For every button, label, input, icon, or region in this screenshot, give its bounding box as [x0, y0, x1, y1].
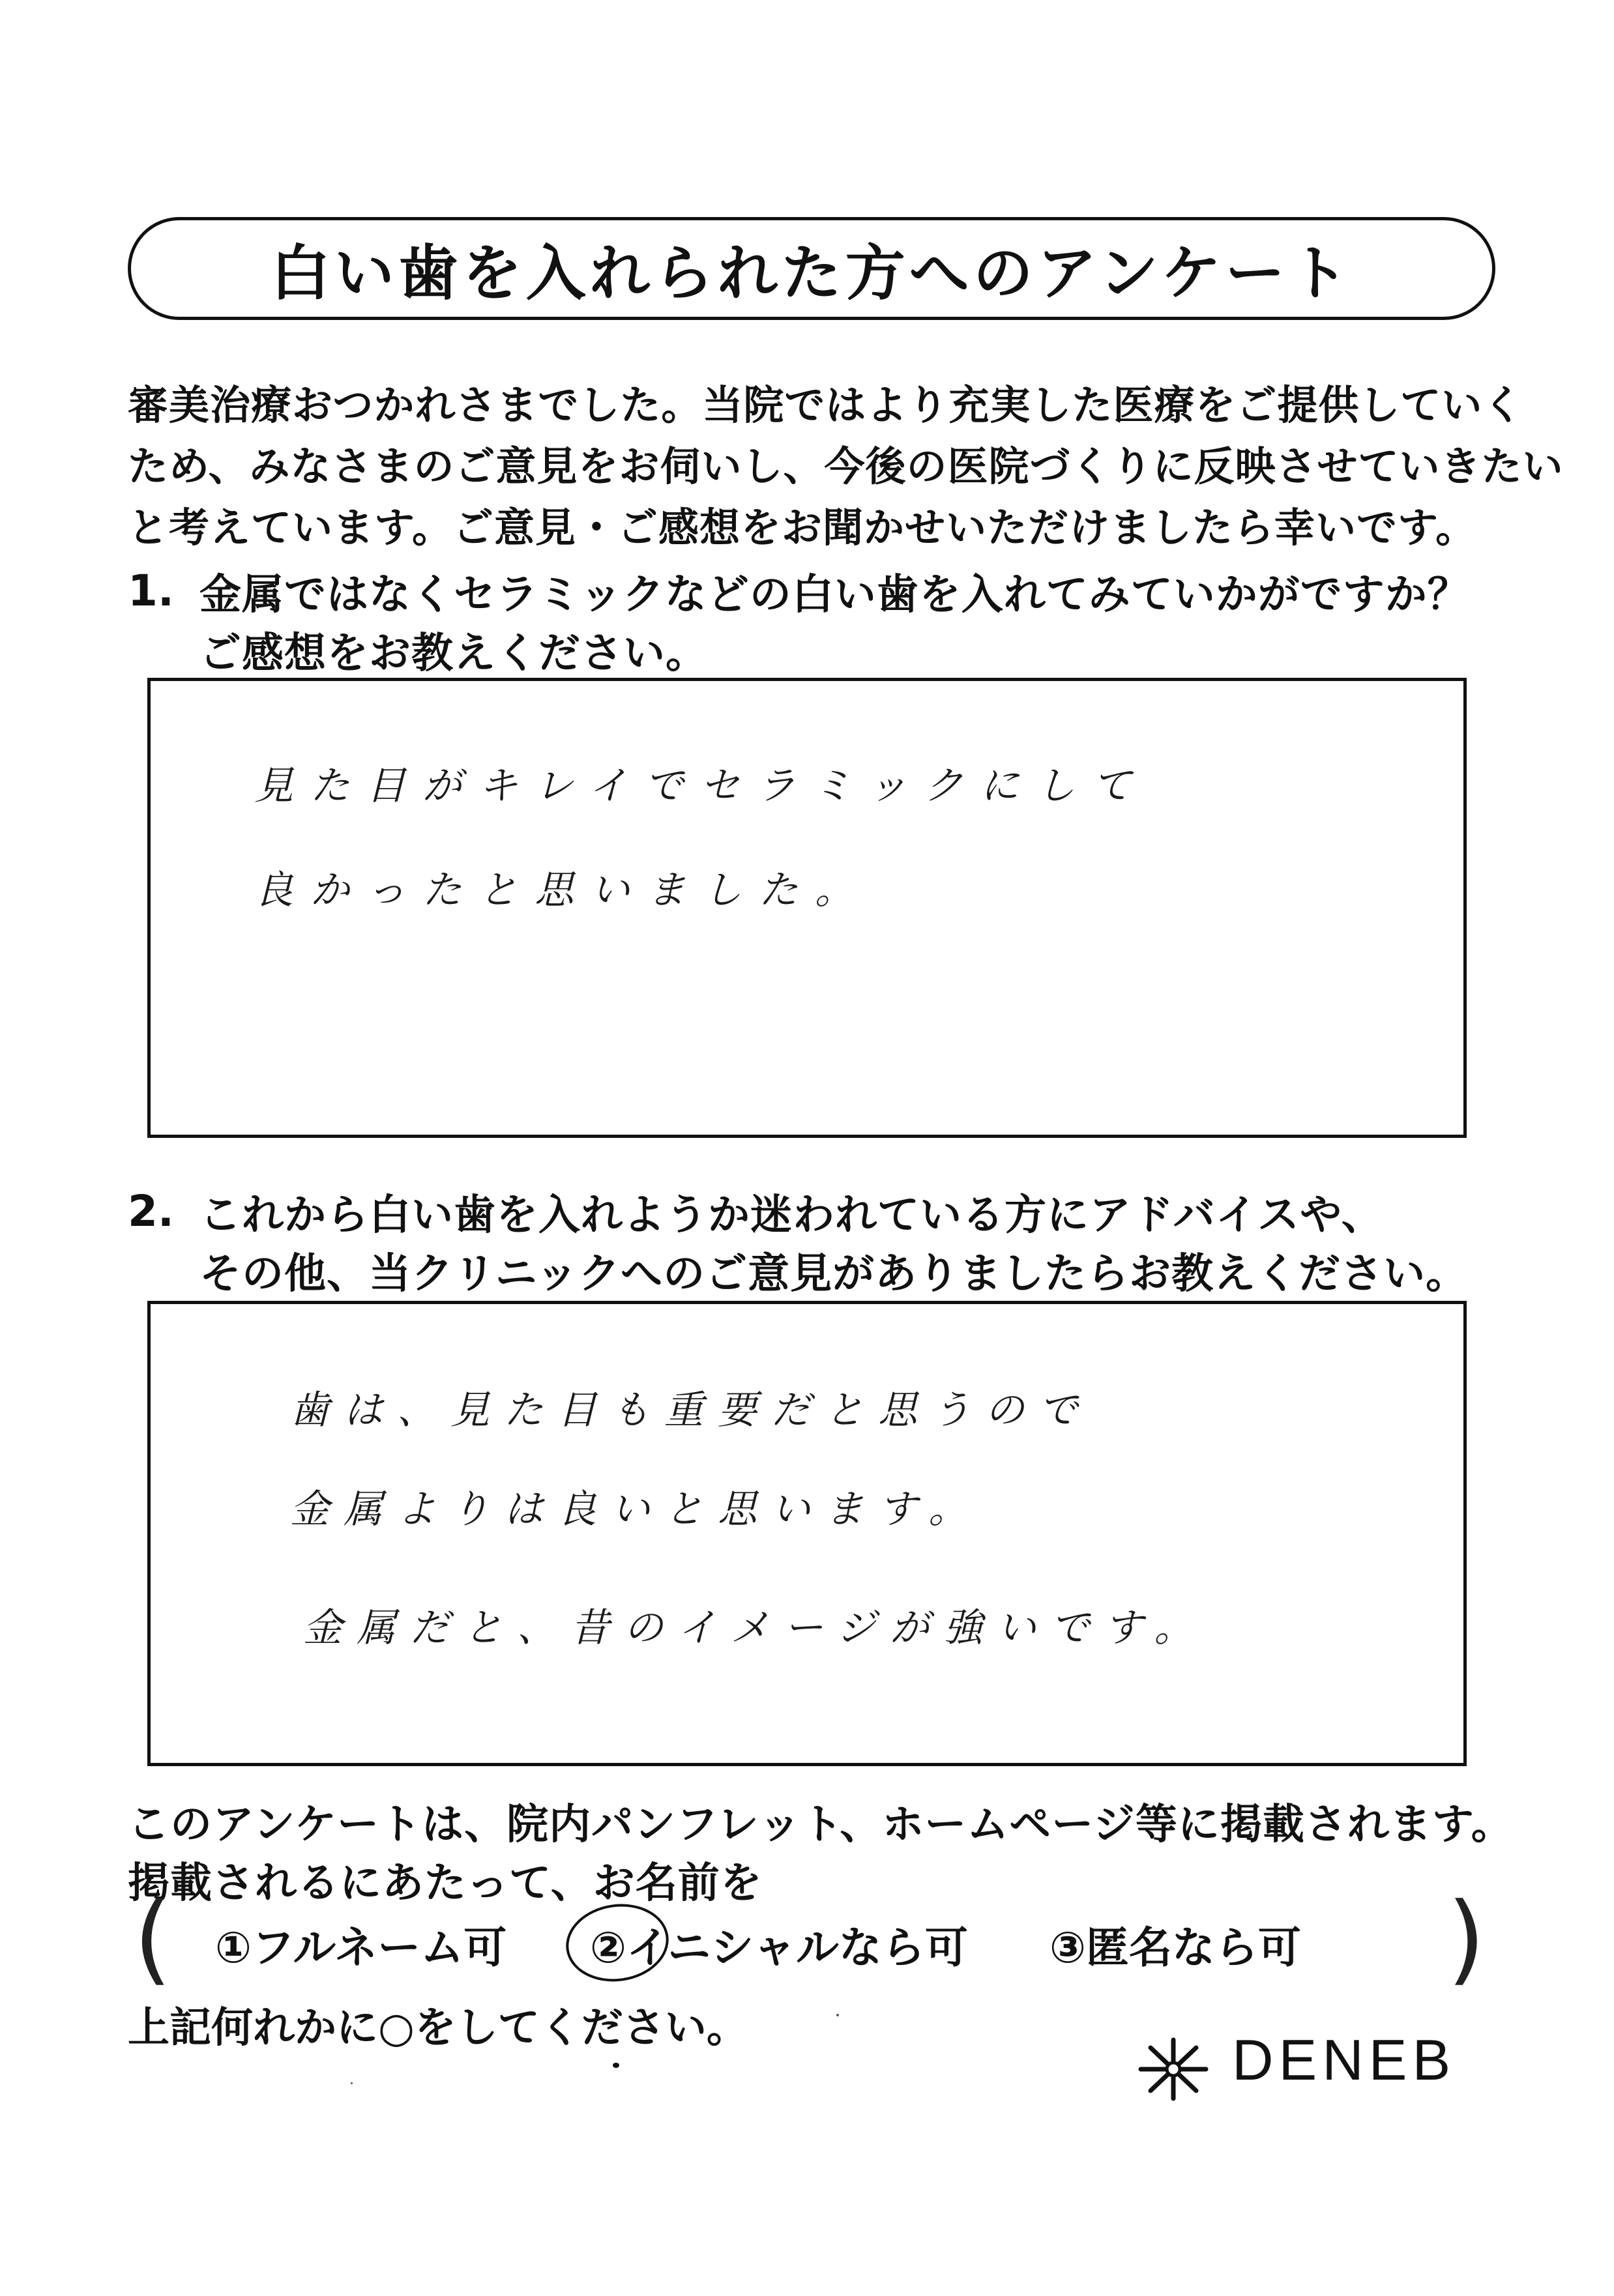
- logo-text: DENEB: [1232, 2027, 1456, 2092]
- question-line: その他、当クリニックへのご意見がありましたらお教えください。: [199, 1250, 1469, 1298]
- handwritten-answer-line: 金属だと、昔のイメージが強いです。: [303, 1605, 1208, 1651]
- intro-paragraph: [128, 375, 1564, 559]
- question-line: 金属ではなくセラミックなどの白い歯を入れてみていかがですか？: [199, 571, 1470, 619]
- intro-line: と考えています。ご意見・ご感想をお聞かせいただけましたら幸いです。: [128, 504, 1477, 551]
- option-full-name[interactable]: ①フルネーム可: [215, 1923, 507, 1973]
- sparkle-star-icon: [1134, 2033, 1212, 2105]
- page-title: 白い歯を入れられた方へのアンケート: [270, 239, 1353, 308]
- consent-line: 掲載されるにあたって、お名前を: [128, 1859, 763, 1908]
- question-number: 2.: [128, 1186, 174, 1236]
- option-anonymous[interactable]: ③匿名なら可: [1049, 1923, 1301, 1973]
- handwritten-answer-line: 見た目がキレイでセラミックにして: [254, 763, 1149, 809]
- bracket-left: (: [134, 1882, 172, 1996]
- question-2-text: [199, 1186, 1468, 1303]
- handwritten-answer-line: 金属よりは良いと思います。: [290, 1487, 982, 1532]
- question-line: これから白い歯を入れようか迷われている方にアドバイスや、: [199, 1191, 1384, 1240]
- intro-line: ため、みなさまのご意見をお伺いし、今後の医院づくりに反映させていきたい: [128, 443, 1564, 490]
- question-line: ご感想をお教えください。: [199, 630, 708, 678]
- handwritten-answer-line: 歯は、見た目も重要だと思うので: [290, 1388, 1092, 1433]
- question-number: 1.: [128, 566, 174, 616]
- selection-instruction: 上記何れかに○をしてください。: [128, 2004, 748, 2052]
- question-1-text: [199, 566, 1470, 683]
- handwritten-answer-line: 良かったと思いました。: [254, 867, 871, 913]
- intro-line: 審美治療おつかれさまでした。当院ではより充実した医療をご提供していく: [128, 381, 1524, 429]
- scan-speck: [351, 2082, 353, 2084]
- option-initials[interactable]: ②イニシャルなら可: [590, 1923, 968, 1973]
- bracket-right: ): [1447, 1882, 1486, 1996]
- scan-speck: [836, 2014, 839, 2016]
- publication-consent-text: [128, 1795, 1514, 1913]
- scan-speck: [613, 2063, 619, 2068]
- consent-line: このアンケートは、院内パンフレット、ホームページ等に掲載されます。: [128, 1801, 1514, 1849]
